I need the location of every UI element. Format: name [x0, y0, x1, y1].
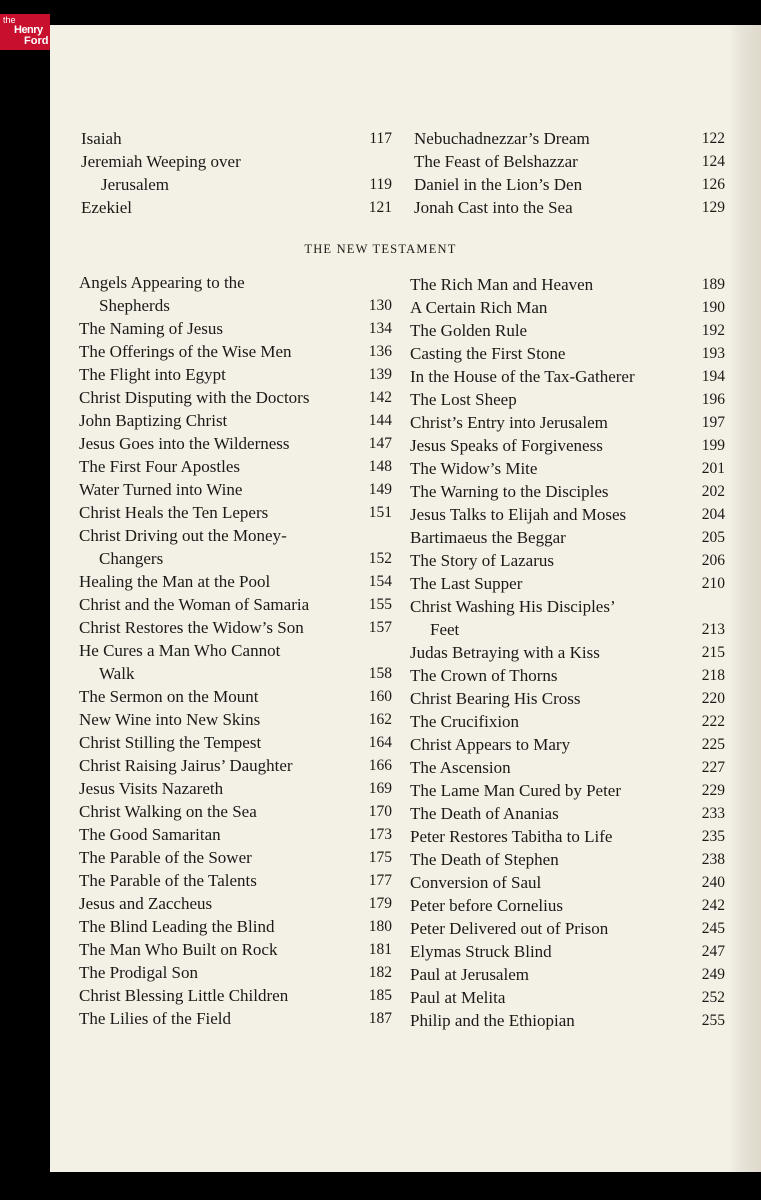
toc-entry-page-number: 180 — [368, 918, 392, 935]
toc-entry-title: Peter Restores Tabitha to Life — [410, 827, 613, 846]
toc-entry-title: A Certain Rich Man — [410, 298, 548, 317]
toc-entry-title: Paul at Jerusalem — [410, 965, 529, 984]
toc-entry-title: Christ and the Woman of Samaria — [79, 595, 310, 614]
toc-entry — [79, 846, 392, 869]
toc-entry-title: The Lost Sheep — [410, 390, 517, 409]
toc-entry-page-number: 155 — [368, 596, 392, 613]
toc-entry — [410, 848, 725, 871]
toc-entry-title: Healing the Man at the Pool — [79, 572, 271, 591]
toc-entry — [410, 986, 725, 1009]
toc-entry-page-number: 185 — [368, 987, 392, 1004]
toc-entry-title: Jerusalem — [101, 175, 169, 194]
toc-entry — [79, 892, 392, 915]
toc-entry — [79, 478, 392, 501]
toc-entry-title: The Story of Lazarus — [410, 551, 554, 570]
toc-entry — [81, 127, 392, 150]
toc-entry-title: Christ Bearing His Cross — [410, 689, 581, 708]
toc-entry — [410, 549, 725, 572]
toc-entry — [79, 823, 392, 846]
toc-entry — [410, 457, 725, 480]
toc-entry-page-number: 218 — [701, 667, 725, 684]
toc-entry-title: Christ Washing His Disciples’ — [410, 597, 616, 616]
toc-entry-title: The Feast of Belshazzar — [414, 152, 578, 171]
toc-entry-title: Changers — [99, 549, 164, 568]
toc-entry-title: The Warning to the Disciples — [410, 482, 609, 501]
toc-entry-title: The Prodigal Son — [79, 963, 198, 982]
toc-entry-page-number: 117 — [369, 130, 392, 147]
toc-entry-page-number: 177 — [368, 872, 392, 889]
toc-entry-page-number: 189 — [701, 276, 725, 293]
toc-entry-page-number: 175 — [368, 849, 392, 866]
toc-entry-title: The Crown of Thorns — [410, 666, 558, 685]
toc-entry — [410, 963, 725, 986]
toc-entry — [79, 455, 392, 478]
toc-entry — [79, 409, 392, 432]
toc-entry — [79, 639, 392, 662]
toc-entry-page-number: 227 — [701, 759, 725, 776]
toc-entry-page-number: 158 — [368, 665, 392, 682]
toc-entry-page-number: 121 — [368, 199, 392, 216]
toc-entry-title: Angels Appearing to the — [79, 273, 245, 292]
toc-entry — [79, 547, 392, 570]
toc-entry-page-number: 206 — [701, 552, 725, 569]
logo-word-the: the — [3, 15, 16, 25]
toc-entry-title: Christ Heals the Ten Lepers — [79, 503, 269, 522]
toc-entry-title: Peter before Cornelius — [410, 896, 563, 915]
toc-entry-title: Christ’s Entry into Jerusalem — [410, 413, 608, 432]
toc-entry — [410, 595, 725, 618]
toc-entry-title: Daniel in the Lion’s Den — [414, 175, 583, 194]
toc-entry — [414, 150, 725, 173]
toc-entry-title: Jesus Talks to Elijah and Moses — [410, 505, 627, 524]
toc-entry — [79, 570, 392, 593]
toc-entry-title: The Man Who Built on Rock — [79, 940, 278, 959]
toc-entry-title: Nebuchadnezzar’s Dream — [414, 129, 590, 148]
page-edge-shadow — [729, 25, 761, 1172]
toc-entry-page-number: 205 — [701, 529, 725, 546]
toc-entry-title: Christ Blessing Little Children — [79, 986, 289, 1005]
toc-entry — [79, 432, 392, 455]
toc-entry — [414, 196, 725, 219]
toc-entry-title: The Widow’s Mite — [410, 459, 538, 478]
toc-entry — [410, 802, 725, 825]
toc-entry-title: Isaiah — [81, 129, 122, 148]
toc-entry — [410, 618, 725, 641]
toc-entry-page-number: 215 — [701, 644, 725, 661]
toc-entry-title: New Wine into New Skins — [79, 710, 261, 729]
toc-entry-title: The Parable of the Sower — [79, 848, 252, 867]
toc-entry-page-number: 160 — [368, 688, 392, 705]
old-testament-left-column — [81, 127, 392, 219]
toc-entry-title: Jesus and Zaccheus — [79, 894, 213, 913]
toc-entry-page-number: 240 — [701, 874, 725, 891]
toc-entry-page-number: 213 — [701, 621, 725, 638]
toc-entry-page-number: 148 — [368, 458, 392, 475]
toc-entry-page-number: 149 — [368, 481, 392, 498]
toc-entry-page-number: 187 — [368, 1010, 392, 1027]
logo-word-henry: Henry — [14, 24, 43, 36]
toc-entry-title: Christ Driving out the Money- — [79, 526, 287, 545]
toc-entry-title: Jesus Goes into the Wilderness — [79, 434, 290, 453]
toc-entry-title: Philip and the Ethiopian — [410, 1011, 575, 1030]
toc-entry-page-number: 151 — [368, 504, 392, 521]
toc-entry-page-number: 157 — [368, 619, 392, 636]
toc-entry — [410, 894, 725, 917]
toc-entry-page-number: 164 — [368, 734, 392, 751]
toc-entry-title: The Golden Rule — [410, 321, 528, 340]
new-testament-right-column — [410, 273, 725, 1032]
toc-entry — [79, 616, 392, 639]
toc-entry — [79, 363, 392, 386]
toc-entry-title: Conversion of Saul — [410, 873, 542, 892]
toc-entry-page-number: 238 — [701, 851, 725, 868]
toc-entry-title: Christ Raising Jairus’ Daughter — [79, 756, 293, 775]
toc-entry — [410, 319, 725, 342]
toc-entry-title: Judas Betraying with a Kiss — [410, 643, 600, 662]
toc-entry-page-number: 210 — [701, 575, 725, 592]
toc-entry — [79, 708, 392, 731]
toc-entry — [79, 501, 392, 524]
toc-entry-title: The Rich Man and Heaven — [410, 275, 594, 294]
toc-entry — [410, 825, 725, 848]
toc-entry — [410, 480, 725, 503]
toc-entry-page-number: 142 — [368, 389, 392, 406]
toc-entry-title: John Baptizing Christ — [79, 411, 228, 430]
toc-entry — [410, 940, 725, 963]
toc-entry — [79, 984, 392, 1007]
toc-entry — [410, 434, 725, 457]
toc-entry-title: The Naming of Jesus — [79, 319, 224, 338]
toc-entry-page-number: 192 — [701, 322, 725, 339]
toc-entry-title: Peter Delivered out of Prison — [410, 919, 609, 938]
toc-entry — [410, 526, 725, 549]
toc-entry — [410, 917, 725, 940]
toc-entry — [79, 685, 392, 708]
toc-entry-page-number: 134 — [368, 320, 392, 337]
toc-entry — [81, 150, 392, 173]
toc-entry-page-number: 255 — [701, 1012, 725, 1029]
toc-entry-page-number: 225 — [701, 736, 725, 753]
toc-entry-page-number: 136 — [368, 343, 392, 360]
toc-entry-page-number: 182 — [368, 964, 392, 981]
toc-entry-title: Ezekiel — [81, 198, 132, 217]
toc-entry — [410, 756, 725, 779]
toc-entry — [79, 294, 392, 317]
toc-entry-page-number: 173 — [368, 826, 392, 843]
toc-entry-page-number: 249 — [701, 966, 725, 983]
toc-entry-title: The Sermon on the Mount — [79, 687, 259, 706]
toc-entry-title: The Blind Leading the Blind — [79, 917, 275, 936]
toc-entry — [79, 731, 392, 754]
toc-entry — [79, 386, 392, 409]
toc-entry-title: Jonah Cast into the Sea — [414, 198, 573, 217]
toc-entry-title: Feet — [430, 620, 460, 639]
toc-entry-page-number: 222 — [701, 713, 725, 730]
logo-word-ford: Ford — [24, 35, 49, 47]
toc-entry — [410, 779, 725, 802]
toc-entry-title: The Crucifixion — [410, 712, 520, 731]
toc-entry — [79, 938, 392, 961]
toc-entry — [414, 173, 725, 196]
toc-entry — [410, 296, 725, 319]
toc-entry-page-number: 154 — [368, 573, 392, 590]
toc-entry — [410, 342, 725, 365]
toc-entry-title: The Ascension — [410, 758, 511, 777]
henry-ford-logo — [0, 14, 50, 50]
toc-entry-page-number: 179 — [368, 895, 392, 912]
toc-entry-title: The Offerings of the Wise Men — [79, 342, 292, 361]
toc-entry — [410, 687, 725, 710]
toc-entry — [79, 593, 392, 616]
toc-entry-title: Christ Appears to Mary — [410, 735, 571, 754]
toc-entry-title: Jeremiah Weeping over — [81, 152, 241, 171]
toc-entry-title: He Cures a Man Who Cannot — [79, 641, 281, 660]
toc-entry-page-number: 220 — [701, 690, 725, 707]
toc-entry-title: Christ Restores the Widow’s Son — [79, 618, 304, 637]
toc-entry-title: The Death of Stephen — [410, 850, 559, 869]
toc-entry — [79, 800, 392, 823]
toc-entry-page-number: 199 — [701, 437, 725, 454]
toc-entry-page-number: 181 — [368, 941, 392, 958]
toc-entry-page-number: 252 — [701, 989, 725, 1006]
toc-entry-page-number: 124 — [701, 153, 725, 170]
toc-entry-page-number: 152 — [368, 550, 392, 567]
toc-entry-page-number: 166 — [368, 757, 392, 774]
toc-entry — [79, 662, 392, 685]
old-testament-right-column — [414, 127, 725, 219]
toc-entry-title: In the House of the Tax-Gatherer — [410, 367, 635, 386]
toc-entry-title: Jesus Speaks of Forgiveness — [410, 436, 603, 455]
toc-entry-title: Jesus Visits Nazareth — [79, 779, 224, 798]
toc-entry-page-number: 126 — [701, 176, 725, 193]
toc-entry-page-number: 194 — [701, 368, 725, 385]
toc-entry — [410, 641, 725, 664]
toc-entry-page-number: 170 — [368, 803, 392, 820]
toc-entry — [79, 1007, 392, 1030]
toc-entry-title: Walk — [99, 664, 135, 683]
toc-entry-title: Shepherds — [99, 296, 170, 315]
toc-entry-page-number: 190 — [701, 299, 725, 316]
section-heading-new-testament: THE NEW TESTAMENT — [304, 242, 457, 256]
toc-entry-page-number: 129 — [701, 199, 725, 216]
toc-entry — [81, 196, 392, 219]
toc-entry-page-number: 119 — [369, 176, 392, 193]
toc-entry-page-number: 162 — [368, 711, 392, 728]
toc-entry-title: The Lame Man Cured by Peter — [410, 781, 622, 800]
toc-entry — [79, 961, 392, 984]
toc-entry-title: Paul at Melita — [410, 988, 506, 1007]
toc-entry — [79, 524, 392, 547]
toc-entry — [79, 915, 392, 938]
toc-entry-page-number: 197 — [701, 414, 725, 431]
toc-entry-page-number: 229 — [701, 782, 725, 799]
toc-entry-title: The Good Samaritan — [79, 825, 221, 844]
toc-entry-title: Bartimaeus the Beggar — [410, 528, 566, 547]
toc-entry-title: The Lilies of the Field — [79, 1009, 232, 1028]
toc-entry — [410, 411, 725, 434]
toc-entry — [414, 127, 725, 150]
toc-entry-title: Christ Walking on the Sea — [79, 802, 257, 821]
toc-entry-page-number: 139 — [368, 366, 392, 383]
toc-entry — [410, 664, 725, 687]
toc-entry-title: Elymas Struck Blind — [410, 942, 552, 961]
toc-entry-title: The Flight into Egypt — [79, 365, 226, 384]
toc-entry — [410, 388, 725, 411]
toc-entry-page-number: 245 — [701, 920, 725, 937]
toc-entry-page-number: 247 — [701, 943, 725, 960]
toc-entry-page-number: 122 — [701, 130, 725, 147]
toc-entry-page-number: 196 — [701, 391, 725, 408]
toc-entry — [410, 503, 725, 526]
toc-entry — [410, 365, 725, 388]
toc-entry-page-number: 201 — [701, 460, 725, 477]
toc-entry — [79, 271, 392, 294]
toc-entry-title: The First Four Apostles — [79, 457, 241, 476]
toc-entry — [410, 710, 725, 733]
toc-entry — [410, 572, 725, 595]
toc-entry-page-number: 202 — [701, 483, 725, 500]
toc-entry-page-number: 144 — [368, 412, 392, 429]
toc-entry-title: Christ Stilling the Tempest — [79, 733, 262, 752]
toc-entry — [79, 869, 392, 892]
toc-entry — [410, 1009, 725, 1032]
toc-entry-title: Water Turned into Wine — [79, 480, 243, 499]
toc-entry-page-number: 235 — [701, 828, 725, 845]
toc-entry-page-number: 204 — [701, 506, 725, 523]
new-testament-left-column — [79, 271, 392, 1030]
toc-entry — [410, 273, 725, 296]
toc-entry-title: The Death of Ananias — [410, 804, 559, 823]
toc-entry-page-number: 233 — [701, 805, 725, 822]
toc-entry — [81, 173, 392, 196]
toc-entry — [410, 733, 725, 756]
toc-entry-title: Christ Disputing with the Doctors — [79, 388, 310, 407]
toc-entry-title: The Last Supper — [410, 574, 523, 593]
toc-entry-page-number: 193 — [701, 345, 725, 362]
toc-entry-page-number: 147 — [368, 435, 392, 452]
toc-entry — [79, 777, 392, 800]
toc-entry-page-number: 130 — [368, 297, 392, 314]
toc-entry — [79, 317, 392, 340]
toc-entry — [410, 871, 725, 894]
toc-entry — [79, 340, 392, 363]
toc-entry-title: Casting the First Stone — [410, 344, 566, 363]
toc-entry-page-number: 169 — [368, 780, 392, 797]
toc-entry-title: The Parable of the Talents — [79, 871, 257, 890]
toc-entry-page-number: 242 — [701, 897, 725, 914]
toc-entry — [79, 754, 392, 777]
